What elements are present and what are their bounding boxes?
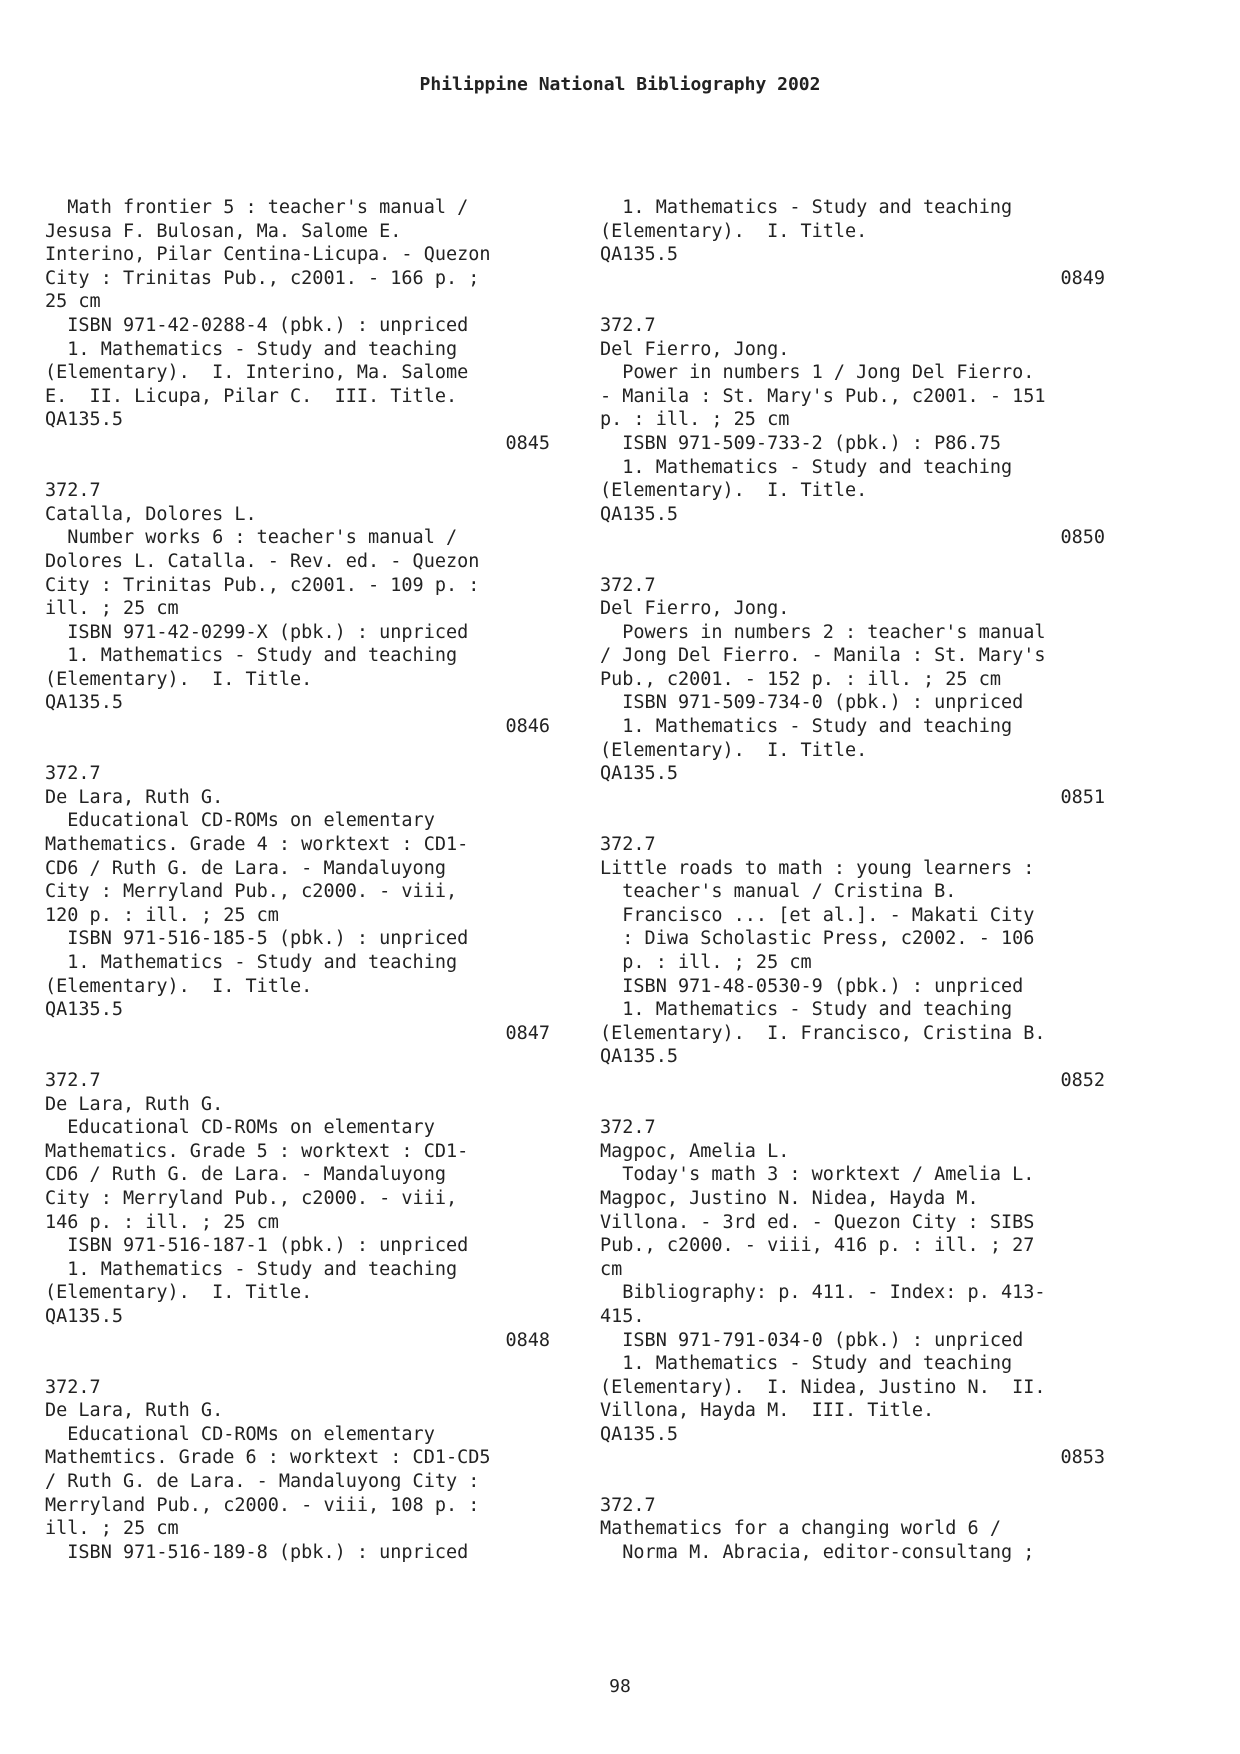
- entry-line: ISBN 971-42-0299-X (pbk.) : unpriced: [45, 621, 469, 643]
- entry-line: De Lara, Ruth G.: [45, 786, 224, 808]
- entry-line: Magpoc, Justino N. Nidea, Hayda M.: [600, 1187, 979, 1209]
- entry-line: QA135.5: [600, 1423, 678, 1445]
- entry-line: (Elementary). I. Title.: [45, 668, 313, 690]
- entry-line: 1. Mathematics - Study and teaching: [45, 338, 458, 360]
- bibliography-entry: [600, 1494, 1105, 1565]
- entry-line: p. : ill. ; 25 cm: [600, 952, 812, 973]
- entry-number: 0852: [1060, 1069, 1105, 1091]
- entry-line: Catalla, Dolores L.: [45, 503, 257, 525]
- entry-line: 1. Mathematics - Study and teaching: [600, 716, 1013, 738]
- entry-line: ISBN 971-516-185-5 (pbk.) : unpriced: [45, 928, 469, 950]
- bibliography-entry: [600, 574, 1105, 810]
- left-column: [45, 196, 550, 1588]
- entry-line: ISBN 971-42-0288-4 (pbk.) : unpriced: [45, 314, 469, 336]
- entry-line: Pub., c2000. - viii, 416 p. : ill. ; 27: [600, 1235, 1035, 1257]
- entry-line: Today's math 3 : worktext / Amelia L.: [600, 1164, 1035, 1186]
- entry-number: 0847: [505, 1022, 550, 1044]
- entry-line: Mathematics. Grade 4 : worktext : CD1-: [45, 834, 469, 856]
- entry-number: 0846: [505, 716, 550, 738]
- entry-line: Dolores L. Catalla. - Rev. ed. - Quezon: [45, 550, 480, 572]
- entry-line: 372.7: [600, 1494, 656, 1516]
- entry-number: 0853: [1060, 1447, 1105, 1469]
- entry-line: QA135.5: [600, 244, 678, 266]
- entry-line: Francisco ... [et al.]. - Makati City: [600, 904, 1035, 926]
- entry-line: Jesusa F. Bulosan, Ma. Salome E.: [45, 220, 402, 242]
- entry-line: (Elementary). I. Francisco, Cristina B.: [600, 1022, 1046, 1044]
- entry-number: 0848: [505, 1329, 550, 1351]
- entry-line: 1. Mathematics - Study and teaching: [600, 456, 1013, 478]
- entry-line: (Elementary). I. Title.: [600, 480, 868, 502]
- entry-line: City : Trinitas Pub., c2001. - 166 p. ;: [45, 267, 480, 289]
- entry-line: De Lara, Ruth G.: [45, 1093, 224, 1115]
- entry-line: Little roads to math : young learners :: [600, 857, 1035, 879]
- bibliography-entry: [45, 762, 550, 1045]
- entry-line: teacher's manual / Cristina B.: [600, 881, 957, 903]
- entry-line: 415.: [600, 1305, 645, 1327]
- bibliography-entry: [45, 1376, 550, 1565]
- entry-line: Del Fierro, Jong.: [600, 598, 790, 620]
- entry-line: p. : ill. ; 25 cm: [600, 409, 790, 431]
- entry-line: Merryland Pub., c2000. - viii, 108 p. :: [45, 1494, 480, 1516]
- entry-line: Bibliography: p. 411. - Index: p. 413-: [600, 1282, 1046, 1304]
- entry-line: 372.7: [600, 574, 656, 596]
- entry-line: QA135.5: [600, 763, 678, 785]
- entry-line: (Elementary). I. Title.: [45, 1282, 313, 1304]
- entry-line: QA135.5: [45, 409, 123, 431]
- bibliography-entry: [600, 1116, 1105, 1470]
- entry-line: Powers in numbers 2 : teacher's manual: [600, 621, 1046, 643]
- entry-line: 146 p. : ill. ; 25 cm: [45, 1211, 279, 1233]
- entry-line: (Elementary). I. Interino, Ma. Salome: [45, 362, 469, 384]
- entry-line: ill. ; 25 cm: [45, 1518, 179, 1540]
- entry-line: City : Merryland Pub., c2000. - viii,: [45, 881, 458, 903]
- entry-number: 0850: [1060, 527, 1105, 549]
- bibliography-entry: [600, 314, 1105, 550]
- entry-line: (Elementary). I. Nidea, Justino N. II.: [600, 1376, 1046, 1398]
- entry-line: Math frontier 5 : teacher's manual /: [45, 197, 469, 218]
- entry-line: Educational CD-ROMs on elementary: [45, 1117, 435, 1139]
- entry-line: 1. Mathematics - Study and teaching: [45, 645, 458, 667]
- entry-line: Del Fierro, Jong.: [600, 338, 790, 360]
- entry-line: : Diwa Scholastic Press, c2002. - 106: [600, 928, 1035, 950]
- page-number: 98: [609, 1676, 631, 1697]
- entry-line: City : Trinitas Pub., c2001. - 109 p. :: [45, 574, 480, 596]
- entry-line: 1. Mathematics - Study and teaching: [600, 197, 1013, 218]
- bibliography-entry: [45, 479, 550, 739]
- entry-line: CD6 / Ruth G. de Lara. - Mandaluyong: [45, 1164, 446, 1186]
- entry-line: 1. Mathematics - Study and teaching: [600, 1353, 1013, 1375]
- entry-line: Norma M. Abracia, editor-consultang ;: [600, 1541, 1035, 1563]
- entry-line: ISBN 971-48-0530-9 (pbk.) : unpriced: [600, 975, 1024, 997]
- entry-line: 1. Mathematics - Study and teaching: [45, 1258, 458, 1280]
- entry-line: Villona. - 3rd ed. - Quezon City : SIBS: [600, 1211, 1035, 1233]
- bibliography-entry: [45, 196, 550, 456]
- entry-line: De Lara, Ruth G.: [45, 1400, 224, 1422]
- entry-line: Power in numbers 1 / Jong Del Fierro.: [600, 362, 1035, 384]
- entry-line: QA135.5: [45, 999, 123, 1021]
- entry-line: ill. ; 25 cm: [45, 598, 179, 620]
- right-column: [600, 196, 1105, 1588]
- entry-line: 1. Mathematics - Study and teaching: [600, 999, 1013, 1021]
- entry-line: 120 p. : ill. ; 25 cm: [45, 904, 279, 926]
- entry-line: Educational CD-ROMs on elementary: [45, 1423, 435, 1445]
- entry-line: QA135.5: [600, 1046, 678, 1068]
- entry-line: Number works 6 : teacher's manual /: [45, 527, 458, 549]
- entry-line: 25 cm: [45, 291, 101, 313]
- bibliography-entry: [600, 833, 1105, 1093]
- entry-line: QA135.5: [600, 503, 678, 525]
- entry-line: cm: [600, 1258, 623, 1280]
- entry-line: ISBN 971-509-733-2 (pbk.) : P86.75: [600, 432, 1001, 454]
- entry-line: 372.7: [45, 763, 101, 785]
- entry-line: Pub., c2001. - 152 p. : ill. ; 25 cm: [600, 668, 1001, 690]
- entry-line: ISBN 971-509-734-0 (pbk.) : unpriced: [600, 692, 1024, 714]
- entry-line: Interino, Pilar Centina-Licupa. - Quezon: [45, 244, 491, 266]
- entry-line: (Elementary). I. Title.: [600, 220, 868, 242]
- entry-number: 0845: [505, 432, 550, 454]
- entry-line: 372.7: [600, 1117, 656, 1139]
- entry-number: 0851: [1060, 786, 1105, 808]
- entry-line: / Jong Del Fierro. - Manila : St. Mary's: [600, 645, 1046, 667]
- entry-line: ISBN 971-516-189-8 (pbk.) : unpriced: [45, 1541, 469, 1563]
- entry-line: 372.7: [45, 1069, 101, 1091]
- entry-line: QA135.5: [45, 692, 123, 714]
- entry-line: Mathemtics. Grade 6 : worktext : CD1-CD5: [45, 1447, 491, 1469]
- page-header: Philippine National Bibliography 2002: [419, 74, 821, 95]
- entry-line: 372.7: [45, 480, 101, 502]
- entry-line: 372.7: [600, 314, 656, 336]
- entry-line: (Elementary). I. Title.: [45, 975, 313, 997]
- entry-line: / Ruth G. de Lara. - Mandaluyong City :: [45, 1471, 480, 1493]
- entry-line: E. II. Licupa, Pilar C. III. Title.: [45, 385, 458, 407]
- entry-line: 1. Mathematics - Study and teaching: [45, 952, 458, 973]
- entry-line: CD6 / Ruth G. de Lara. - Mandaluyong: [45, 857, 446, 879]
- entry-line: 372.7: [45, 1376, 101, 1398]
- entry-line: Mathematics. Grade 5 : worktext : CD1-: [45, 1140, 469, 1162]
- entry-line: City : Merryland Pub., c2000. - viii,: [45, 1187, 458, 1209]
- entry-line: ISBN 971-791-034-0 (pbk.) : unpriced: [600, 1329, 1024, 1351]
- entry-line: (Elementary). I. Title.: [600, 739, 868, 761]
- entry-line: Magpoc, Amelia L.: [600, 1140, 790, 1162]
- entry-line: Educational CD-ROMs on elementary: [45, 810, 435, 832]
- bibliography-entry: [600, 196, 1105, 290]
- entry-line: ISBN 971-516-187-1 (pbk.) : unpriced: [45, 1235, 469, 1257]
- entry-line: QA135.5: [45, 1305, 123, 1327]
- entry-number: 0849: [1060, 267, 1105, 289]
- entry-line: Villona, Hayda M. III. Title.: [600, 1400, 935, 1422]
- entry-line: - Manila : St. Mary's Pub., c2001. - 151: [600, 385, 1046, 407]
- bibliography-entry: [45, 1069, 550, 1352]
- entry-line: 372.7: [600, 834, 656, 856]
- entry-line: Mathematics for a changing world 6 /: [600, 1518, 1001, 1540]
